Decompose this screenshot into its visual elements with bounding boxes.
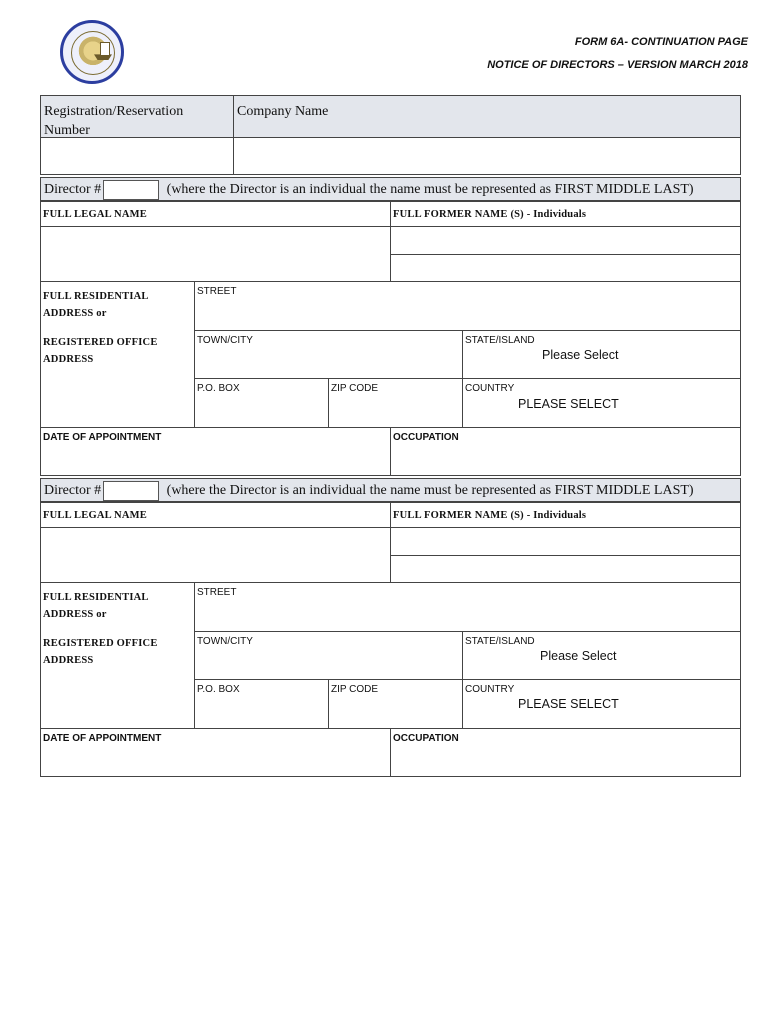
company-name-label: Company Name bbox=[233, 95, 741, 138]
director-1-country-field[interactable] bbox=[462, 378, 741, 428]
director-2-street-field[interactable] bbox=[194, 582, 741, 632]
street-label: STREET bbox=[197, 286, 237, 297]
director-1-legal-name-label: FULL LEGAL NAME bbox=[40, 201, 391, 227]
director-2-country-field[interactable] bbox=[462, 679, 741, 729]
form-title: FORM 6A- CONTINUATION PAGE bbox=[574, 36, 748, 48]
state-island-label: STATE/ISLAND bbox=[465, 636, 535, 647]
government-seal bbox=[60, 20, 124, 84]
director-1-town-field[interactable] bbox=[194, 330, 463, 379]
zip-code-label: ZIP CODE bbox=[331, 383, 379, 394]
seal-emblem-icon bbox=[71, 31, 115, 75]
town-city-label: TOWN/CITY bbox=[197, 335, 253, 346]
residential-address-label: FULL RESIDENTIAL ADDRESS or bbox=[43, 592, 149, 620]
form-subtitle: NOTICE OF DIRECTORS – VERSION MARCH 2018 bbox=[487, 59, 748, 71]
director-1-po-box-field[interactable] bbox=[194, 378, 329, 428]
state-island-label: STATE/ISLAND bbox=[465, 335, 535, 346]
country-label: COUNTRY bbox=[465, 383, 515, 394]
director-1-former-names-label: FULL FORMER NAME (S) - Individuals bbox=[390, 201, 741, 227]
director-number-label: Director # bbox=[44, 182, 102, 198]
director-1-former-name-field-2[interactable] bbox=[390, 254, 741, 282]
registration-number-label: Registration/Reservation Number bbox=[40, 95, 234, 138]
director-1-former-name-field-1[interactable] bbox=[390, 226, 741, 255]
registered-office-label: REGISTERED OFFICE ADDRESS bbox=[43, 638, 158, 666]
director-name-note: (where the Director is an individual the name must be represented as FIRST MIDDLE LAST) bbox=[166, 483, 694, 499]
director-1-legal-name-field[interactable] bbox=[40, 226, 391, 282]
director-2-legal-name-field[interactable] bbox=[40, 527, 391, 583]
date-of-appointment-label: DATE OF APPOINTMENT bbox=[43, 733, 162, 744]
occupation-label: OCCUPATION bbox=[393, 733, 459, 744]
director-1-state-field[interactable] bbox=[462, 330, 741, 379]
zip-code-label: ZIP CODE bbox=[331, 684, 379, 695]
director-1-appointment-field[interactable] bbox=[40, 427, 391, 476]
street-label: STREET bbox=[197, 587, 237, 598]
director-2-state-field[interactable] bbox=[462, 631, 741, 680]
sail-icon bbox=[100, 42, 110, 56]
director-2-occupation-field[interactable] bbox=[390, 728, 741, 777]
director-1-address-label-cell bbox=[40, 281, 195, 428]
director-2-legal-name-label: FULL LEGAL NAME bbox=[40, 502, 391, 528]
director-2-po-box-field[interactable] bbox=[194, 679, 329, 729]
director-1-country-select[interactable]: PLEASE SELECT bbox=[518, 397, 619, 411]
director-2-town-field[interactable] bbox=[194, 631, 463, 680]
director-2-country-select[interactable]: PLEASE SELECT bbox=[518, 697, 619, 711]
po-box-label: P.O. BOX bbox=[197, 684, 240, 695]
director-1-occupation-field[interactable] bbox=[390, 427, 741, 476]
director-1-header bbox=[40, 177, 741, 201]
director-2-former-name-field-2[interactable] bbox=[390, 555, 741, 583]
town-city-label: TOWN/CITY bbox=[197, 636, 253, 647]
director-1-zip-field[interactable] bbox=[328, 378, 463, 428]
director-2-number-field[interactable] bbox=[103, 481, 159, 501]
director-2-former-name-field-1[interactable] bbox=[390, 527, 741, 556]
director-2-state-select[interactable]: Please Select bbox=[540, 649, 617, 663]
director-1-number-field[interactable] bbox=[103, 180, 159, 200]
residential-address-label: FULL RESIDENTIAL ADDRESS or bbox=[43, 291, 149, 319]
company-name-field[interactable] bbox=[233, 137, 741, 175]
director-2-header bbox=[40, 478, 741, 502]
director-number-label: Director # bbox=[44, 483, 102, 499]
registered-office-label: REGISTERED OFFICE ADDRESS bbox=[43, 337, 158, 365]
registration-number-field[interactable] bbox=[40, 137, 234, 175]
date-of-appointment-label: DATE OF APPOINTMENT bbox=[43, 432, 162, 443]
po-box-label: P.O. BOX bbox=[197, 383, 240, 394]
occupation-label: OCCUPATION bbox=[393, 432, 459, 443]
director-name-note: (where the Director is an individual the name must be represented as FIRST MIDDLE LAST) bbox=[166, 182, 694, 198]
director-2-address-label-cell bbox=[40, 582, 195, 729]
director-1-street-field[interactable] bbox=[194, 281, 741, 331]
director-2-former-names-label: FULL FORMER NAME (S) - Individuals bbox=[390, 502, 741, 528]
country-label: COUNTRY bbox=[465, 684, 515, 695]
director-1-state-select[interactable]: Please Select bbox=[542, 348, 619, 362]
director-2-appointment-field[interactable] bbox=[40, 728, 391, 777]
director-2-zip-field[interactable] bbox=[328, 679, 463, 729]
